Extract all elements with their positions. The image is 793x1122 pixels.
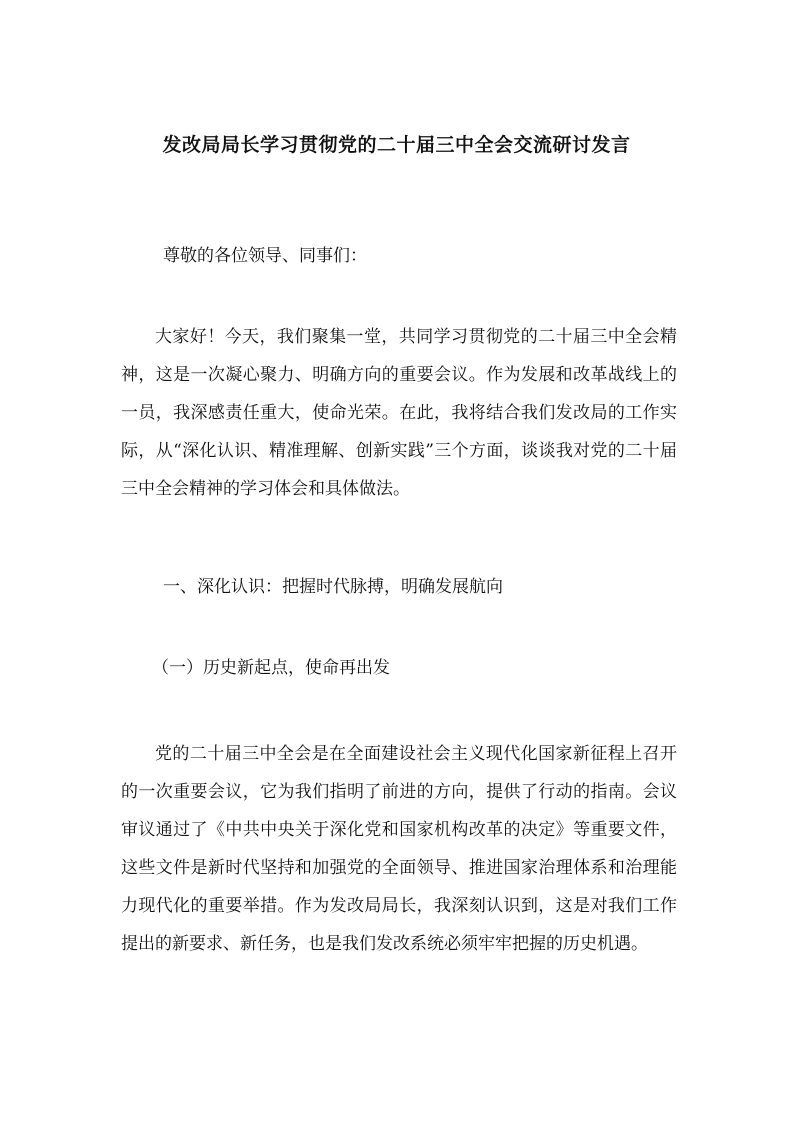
section-heading: 一、深化认识：把握时代脉搏，明确发展航向	[163, 577, 503, 597]
paragraph-intro: 大家好！今天，我们聚集一堂，共同学习贯彻党的二十届三中全会精神，这是一次凝心聚力、明确方向的重要会议。作为发展和改革战线上的一员，我深感责任重大，使命光荣。在此，我将结合我们发改局的工作实际，从“深化认识、精准理解、创新实践”三个方面，谈谈我对党的二十届三中全会精神的学习体会和具体做法。	[121, 327, 677, 499]
salutation: 尊敬的各位领导、同事们：	[163, 246, 367, 266]
paragraph-body: 党的二十届三中全会是在全面建设社会主义现代化国家新征程上召开的一次重要会议，它为我们指明了前进的方向，提供了行动的指南。会议审议通过了《中共中央关于深化党和国家机构改革的决定》等重要文件，这些文件是新时代坚持和加强党的全面领导、推进国家治理体系和治理能力现代化的重要举措。作为发改局局长，我深刻认识到，这是对我们工作提出的新要求、新任务，也是我们发改系统必须牢牢把握的历史机遇。	[121, 744, 677, 954]
subsection-heading: （一）历史新起点，使命再出发	[152, 658, 390, 678]
document-title: 发改局局长学习贯彻党的二十届三中全会交流研讨发言	[162, 134, 631, 156]
